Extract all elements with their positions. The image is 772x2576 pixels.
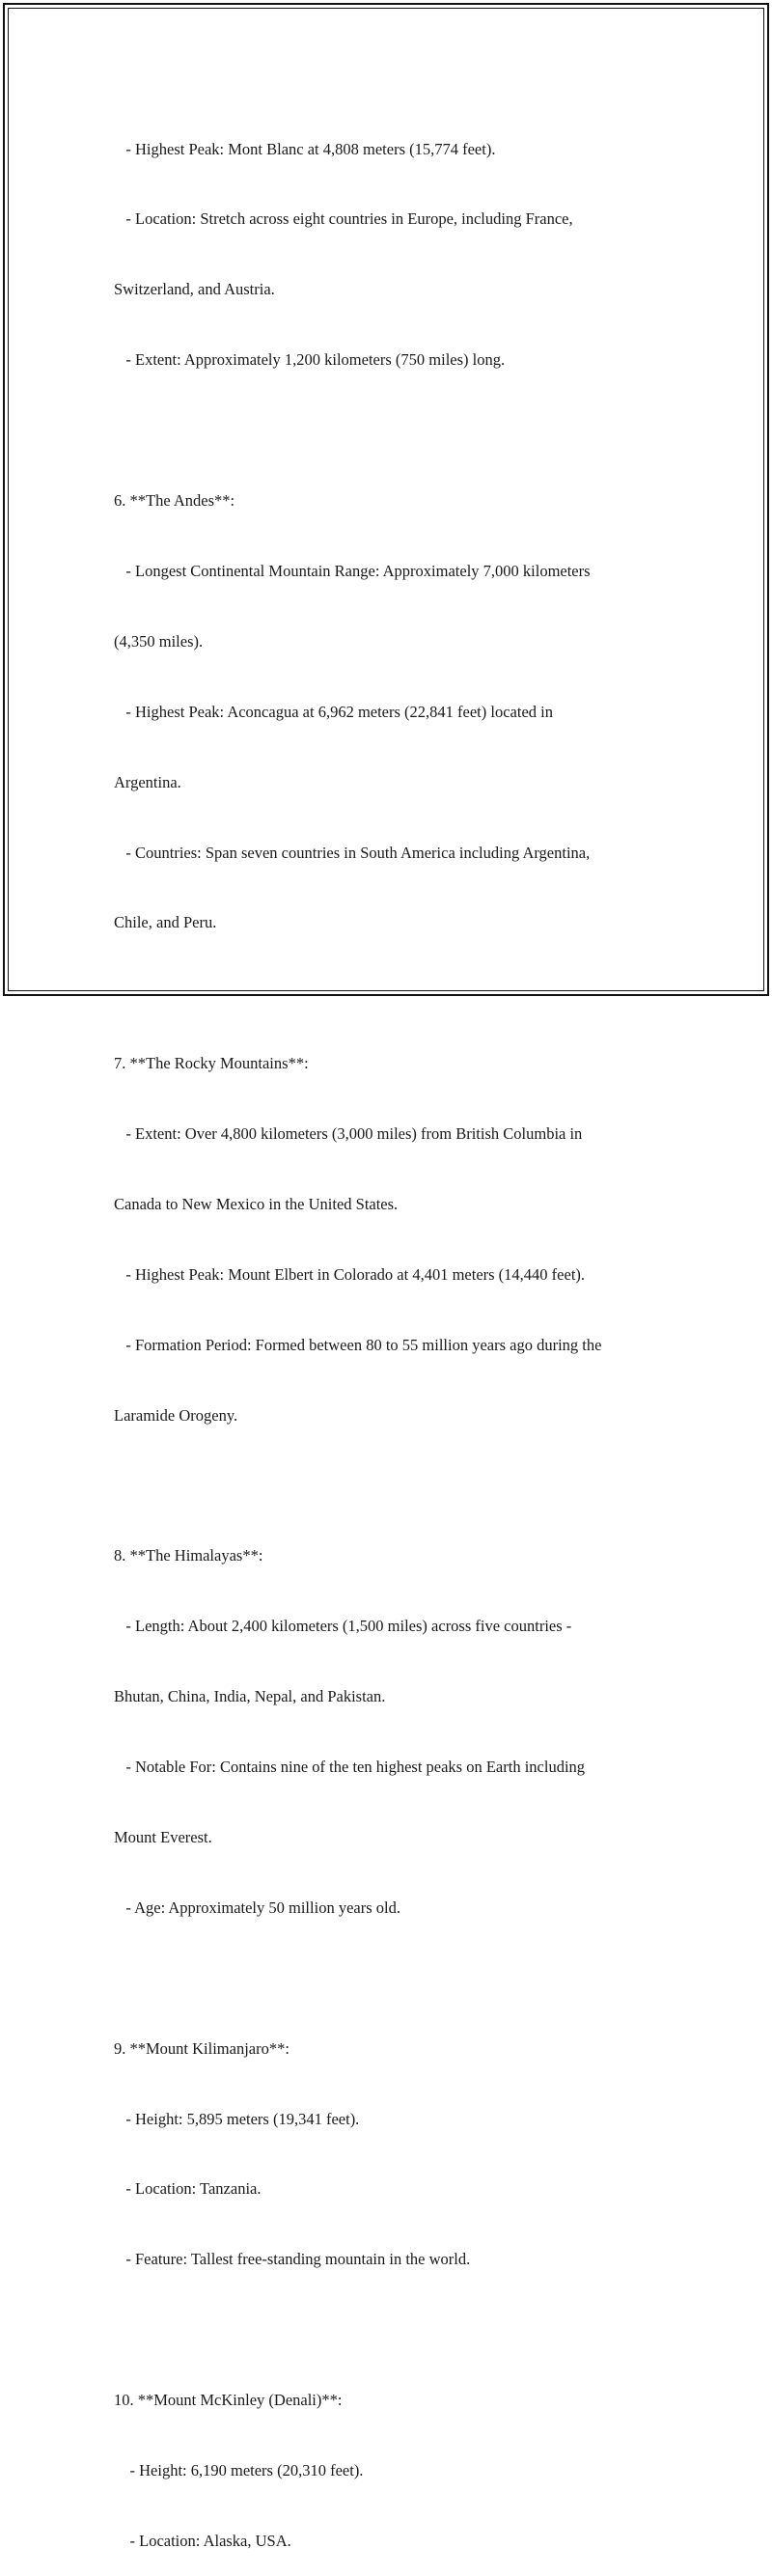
text-line: Canada to New Mexico in the United States. — [114, 1194, 399, 1213]
text-line: - Formation Period: Formed between 80 to 55 million years ago during the — [114, 1335, 602, 1354]
text-line: - Height: 5,895 meters (19,341 feet). — [114, 2109, 360, 2128]
text-line: - Extent: Over 4,800 kilometers (3,000 miles) from British Columbia in — [114, 1124, 583, 1144]
blank-line — [114, 1475, 674, 1498]
text-line: Mount Everest. — [114, 1827, 212, 1846]
section-heading: 7. **The Rocky Mountains**: — [114, 1054, 309, 1073]
text-line: - Feature: Tallest free-standing mountain in the world. — [114, 2250, 471, 2269]
text-line: Bhutan, China, India, Nepal, and Pakistan. — [114, 1687, 386, 1706]
text-line: - Highest Peak: Mont Blanc at 4,808 meters (15,774 feet). — [114, 139, 496, 158]
document-body — [114, 91, 674, 2576]
section-heading: 10. **Mount McKinley (Denali)**: — [114, 2391, 343, 2410]
blank-line — [114, 982, 674, 1005]
blank-line — [114, 1967, 674, 1990]
text-line: Argentina. — [114, 772, 181, 791]
text-line: - Longest Continental Mountain Range: Approximately 7,000 kilometers — [114, 561, 591, 580]
text-line: Chile, and Peru. — [114, 913, 217, 932]
text-line: - Location: Alaska, USA. — [114, 2531, 291, 2550]
text-line: - Countries: Span seven countries in South America including Argentina, — [114, 843, 591, 862]
text-line: - Height: 6,190 meters (20,310 feet). — [114, 2460, 364, 2479]
text-line: - Notable For: Contains nine of the ten highest peaks on Earth including — [114, 1758, 586, 1777]
blank-line — [114, 2318, 674, 2341]
section-heading: 8. **The Himalayas**: — [114, 1546, 263, 1565]
text-line: - Extent: Approximately 1,200 kilometers (750 miles) long. — [114, 350, 506, 370]
blank-line — [114, 419, 674, 442]
text-line: - Location: Stretch across eight countries in Europe, including France, — [114, 209, 573, 229]
text-line: - Highest Peak: Aconcagua at 6,962 meters (22,841 feet) located in — [114, 702, 553, 721]
text-line: - Age: Approximately 50 million years old. — [114, 1897, 400, 1917]
text-line: (4,350 miles). — [114, 631, 204, 651]
text-line: Laramide Orogeny. — [114, 1405, 238, 1425]
section-heading: 9. **Mount Kilimanjaro**: — [114, 2038, 290, 2058]
text-line: Switzerland, and Austria. — [114, 280, 275, 299]
text-line: - Location: Tanzania. — [114, 2179, 262, 2199]
text-line: - Highest Peak: Mount Elbert in Colorado at 4,401 meters (14,440 feet). — [114, 1264, 586, 1284]
section-heading: 6. **The Andes**: — [114, 491, 235, 511]
text-line: - Length: About 2,400 kilometers (1,500 miles) across five countries - — [114, 1617, 572, 1636]
